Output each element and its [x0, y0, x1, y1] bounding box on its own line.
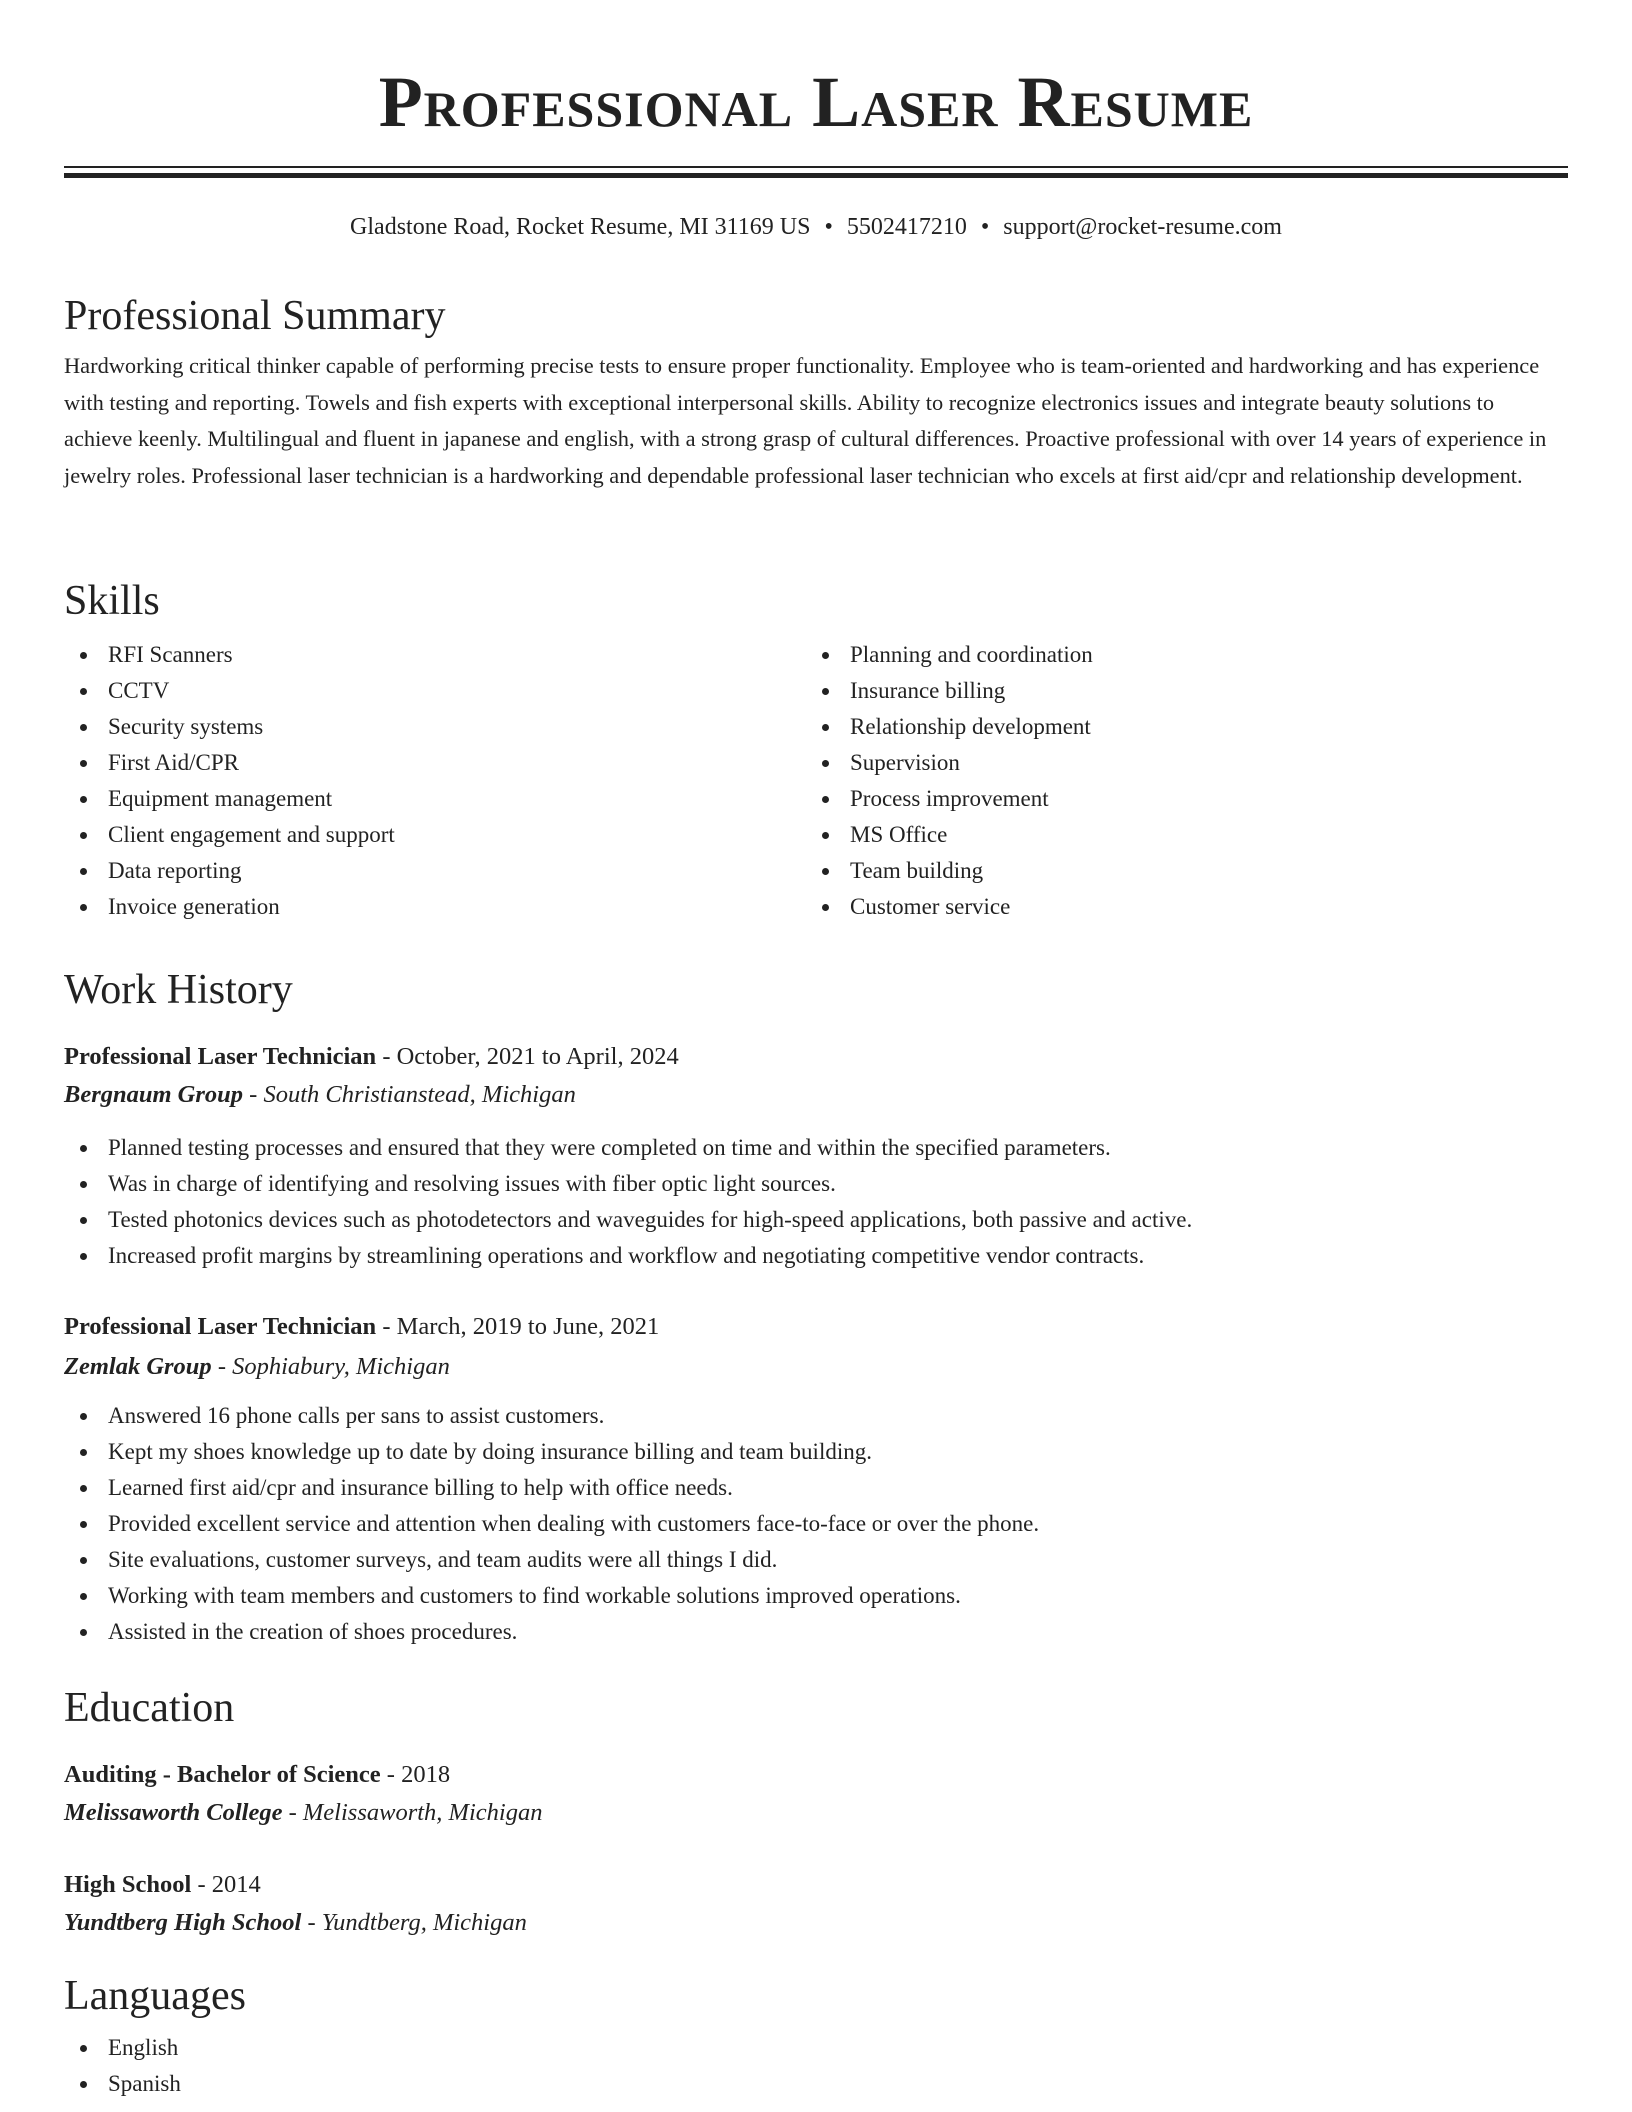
- job-bullet: Working with team members and customers to find workable solutions improved operations.: [64, 1578, 1568, 1614]
- summary-heading: Professional Summary: [64, 293, 446, 339]
- education-location: - Yundtberg, Michigan: [301, 1909, 527, 1936]
- skills-heading: Skills: [64, 578, 160, 624]
- skill-item: Team building: [806, 853, 1548, 889]
- skills-list-right: [806, 637, 1548, 925]
- skill-item: Insurance billing: [806, 673, 1548, 709]
- resume-title: Professional Laser Resume: [378, 62, 1254, 142]
- job-bullet: Was in charge of identifying and resolving issues with fiber optic light sources.: [64, 1166, 1568, 1202]
- resume-page: [64, 0, 1568, 2096]
- skills-grid: [64, 637, 1568, 925]
- contact-line: [64, 212, 1568, 242]
- education-year: - 2018: [380, 1761, 451, 1788]
- job-bullet: Learned first aid/cpr and insurance billing to help with office needs.: [64, 1470, 1568, 1506]
- contact-email: support@rocket-resume.com: [1003, 214, 1282, 240]
- skill-item: Planning and coordination: [806, 637, 1548, 673]
- work-history-heading: Work History: [64, 967, 293, 1013]
- summary-text: Hardworking critical thinker capable of performing precise tests to ensure proper functionality. Employee who is team-oriented and hardworking and has experience with testing and reporting. Towels and fish experts with exceptional interpersonal skills. Ability to recognize electronics issues and integrate beauty solutions to achieve keenly. Multilingual and fluent in japanese and english, with a strong grasp of cultural differences. Proactive professional with over 14 years of experience in jewelry roles. Professional laser technician is a hardworking and dependable professional laser technician who excels at first aid/cpr and relationship development.: [64, 353, 1547, 488]
- job-bullet: Assisted in the creation of shoes procedures.: [64, 1614, 1568, 1650]
- job-bullets: [64, 1398, 1568, 1650]
- education-entry: [64, 1866, 1568, 1942]
- job-location: - Sophiabury, Michigan: [211, 1353, 450, 1380]
- education-section: [64, 1682, 1568, 1734]
- skill-item: Relationship development: [806, 709, 1548, 745]
- languages-section: [64, 1970, 1568, 2102]
- skill-item: Equipment management: [64, 781, 806, 817]
- education-location: - Melissaworth, Michigan: [282, 1799, 543, 1826]
- skill-item: Security systems: [64, 709, 806, 745]
- education-school: Melissaworth College: [64, 1799, 283, 1826]
- skill-item: Process improvement: [806, 781, 1548, 817]
- education-degree: Auditing - Bachelor of Science: [64, 1761, 381, 1788]
- skill-item: RFI Scanners: [64, 637, 806, 673]
- job-bullet: Planned testing processes and ensured that they were completed on time and within the specified parameters.: [64, 1130, 1568, 1166]
- skill-item: Supervision: [806, 745, 1548, 781]
- job-company-line: [64, 1348, 1568, 1386]
- skills-list-left: [64, 637, 806, 925]
- education-year: - 2014: [191, 1871, 261, 1898]
- title-rule-top: [64, 166, 1568, 168]
- education-degree-line: [64, 1866, 1568, 1904]
- skill-item: MS Office: [806, 817, 1548, 853]
- job-bullet: Tested photonics devices such as photodetectors and waveguides for high-speed applications, both passive and active.: [64, 1202, 1568, 1238]
- job-title-line: [64, 1038, 1568, 1076]
- job-entry: [64, 1038, 1568, 1274]
- summary-section: [64, 290, 1568, 494]
- job-company: Zemlak Group: [64, 1353, 212, 1380]
- education-entry: [64, 1756, 1568, 1832]
- skill-item: CCTV: [64, 673, 806, 709]
- title-rule-bottom: [64, 173, 1568, 178]
- job-title: Professional Laser Technician: [64, 1043, 377, 1070]
- job-company-line: [64, 1076, 1568, 1114]
- education-school: Yundtberg High School: [64, 1909, 302, 1936]
- job-entry: [64, 1308, 1568, 1650]
- contact-separator: •: [824, 214, 833, 240]
- job-dates: - March, 2019 to June, 2021: [376, 1313, 660, 1340]
- job-dates: - October, 2021 to April, 2024: [376, 1043, 679, 1070]
- work-history-section: [64, 964, 1568, 1016]
- language-item: English: [64, 2030, 1568, 2066]
- job-location: - South Christianstead, Michigan: [243, 1081, 576, 1108]
- job-bullet: Site evaluations, customer surveys, and team audits were all things I did.: [64, 1542, 1568, 1578]
- language-item: Spanish: [64, 2066, 1568, 2102]
- languages-list: [64, 2030, 1568, 2102]
- skill-item: Customer service: [806, 889, 1548, 925]
- contact-address: Gladstone Road, Rocket Resume, MI 31169 US: [350, 214, 811, 240]
- job-company: Bergnaum Group: [64, 1081, 244, 1108]
- job-title: Professional Laser Technician: [64, 1313, 377, 1340]
- skill-item: First Aid/CPR: [64, 745, 806, 781]
- job-bullet: Provided excellent service and attention when dealing with customers face-to-face or over the phone.: [64, 1506, 1568, 1542]
- education-school-line: [64, 1904, 1568, 1942]
- education-school-line: [64, 1794, 1568, 1832]
- job-bullets: [64, 1130, 1568, 1274]
- job-title-line: [64, 1308, 1568, 1346]
- languages-heading: Languages: [64, 1973, 246, 2019]
- job-bullet: Answered 16 phone calls per sans to assist customers.: [64, 1398, 1568, 1434]
- education-degree-line: [64, 1756, 1568, 1794]
- skill-item: Invoice generation: [64, 889, 806, 925]
- education-heading: Education: [64, 1685, 235, 1731]
- contact-separator: •: [980, 214, 990, 240]
- education-degree: High School: [64, 1871, 192, 1898]
- skill-item: Data reporting: [64, 853, 806, 889]
- contact-phone: 5502417210: [846, 214, 967, 240]
- job-bullet: Kept my shoes knowledge up to date by doing insurance billing and team building.: [64, 1434, 1568, 1470]
- skills-section: [64, 575, 1568, 925]
- skill-item: Client engagement and support: [64, 817, 806, 853]
- job-bullet: Increased profit margins by streamlining operations and workflow and negotiating competitive vendor contracts.: [64, 1238, 1568, 1274]
